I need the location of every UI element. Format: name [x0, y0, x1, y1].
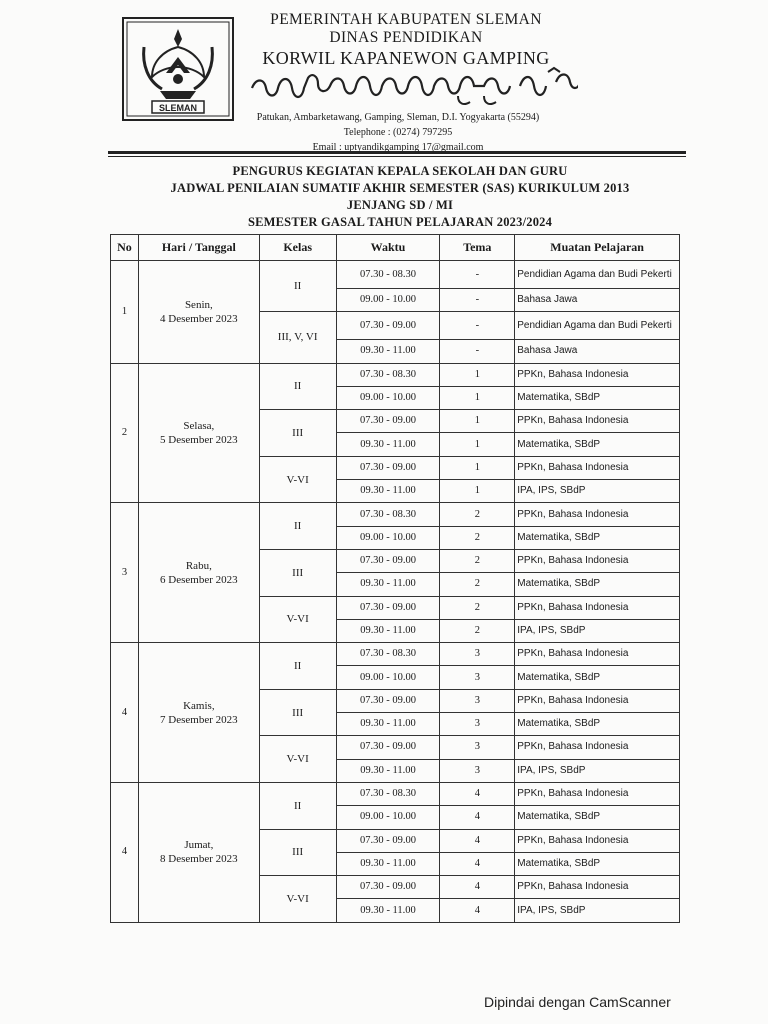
table-row — [111, 503, 680, 526]
cell-kelas: II — [259, 261, 336, 312]
cell-tema: 1 — [440, 410, 515, 433]
cell-muatan: Matematika, SBdP — [515, 526, 680, 549]
cell-kelas: V-VI — [259, 596, 336, 643]
sleman-emblem-logo — [122, 17, 234, 121]
cell-muatan: PPKn, Bahasa Indonesia — [515, 876, 680, 899]
table-row — [111, 782, 680, 805]
cell-muatan: Bahasa Jawa — [515, 340, 680, 363]
cell-no: 1 — [111, 261, 139, 364]
letterhead-divider-thin — [108, 156, 686, 157]
hari-text: Jumat, — [184, 839, 214, 852]
cell-muatan: Matematika, SBdP — [515, 666, 680, 689]
header-kelas: Kelas — [259, 235, 336, 261]
cell-muatan: PPKn, Bahasa Indonesia — [515, 410, 680, 433]
cell-tema: 2 — [440, 596, 515, 619]
cell-muatan: PPKn, Bahasa Indonesia — [515, 456, 680, 479]
cell-tema: 2 — [440, 573, 515, 596]
header-muatan: Muatan Pelajaran — [515, 235, 680, 261]
cell-kelas: V-VI — [259, 736, 336, 783]
cell-muatan: IPA, IPS, SBdP — [515, 619, 680, 642]
cell-waktu: 07.30 - 08.30 — [336, 782, 440, 805]
cell-muatan: PPKn, Bahasa Indonesia — [515, 503, 680, 526]
cell-waktu: 07.30 - 08.30 — [336, 503, 440, 526]
table-header-row — [111, 235, 680, 261]
cell-tema: 2 — [440, 549, 515, 572]
cell-muatan: Pendidian Agama dan Budi Pekerti — [515, 312, 680, 340]
cell-muatan: Matematika, SBdP — [515, 713, 680, 736]
table-body — [111, 261, 680, 923]
cell-tema: 3 — [440, 689, 515, 712]
cell-muatan: PPKn, Bahasa Indonesia — [515, 689, 680, 712]
cell-hari-tanggal — [138, 261, 259, 364]
letterhead-line1: PEMERINTAH KABUPATEN SLEMAN — [270, 11, 542, 28]
cell-hari-tanggal — [138, 363, 259, 503]
document-titles — [100, 163, 700, 231]
cell-kelas: III — [259, 549, 336, 596]
cell-waktu: 09.00 - 10.00 — [336, 386, 440, 409]
cell-waktu: 07.30 - 09.00 — [336, 312, 440, 340]
hari-text: Selasa, — [183, 419, 215, 432]
cell-waktu: 07.30 - 09.00 — [336, 596, 440, 619]
table-row — [111, 261, 680, 289]
cell-muatan: Matematika, SBdP — [515, 852, 680, 875]
header-waktu: Waktu — [336, 235, 440, 261]
cell-waktu: 07.30 - 08.30 — [336, 363, 440, 386]
cell-waktu: 07.30 - 08.30 — [336, 261, 440, 289]
camscanner-watermark: Dipindai dengan CamScanner — [484, 994, 671, 1010]
hari-text: Senin, — [184, 298, 213, 311]
cell-muatan: IPA, IPS, SBdP — [515, 480, 680, 503]
letterhead-divider-thick — [108, 151, 686, 154]
cell-no: 4 — [111, 782, 139, 922]
cell-muatan: Matematika, SBdP — [515, 806, 680, 829]
cell-waktu: 09.30 - 11.00 — [336, 619, 440, 642]
table-row — [111, 363, 680, 386]
cell-waktu: 09.00 - 10.00 — [336, 526, 440, 549]
cell-waktu: 07.30 - 09.00 — [336, 736, 440, 759]
cell-kelas: V-VI — [259, 876, 336, 923]
title-line3: JENJANG SD / MI — [346, 198, 454, 212]
cell-waktu: 07.30 - 09.00 — [336, 876, 440, 899]
logo-label: SLEMAN — [159, 103, 197, 113]
cell-muatan: PPKn, Bahasa Indonesia — [515, 829, 680, 852]
tanggal-text: 8 Desember 2023 — [160, 853, 238, 866]
cell-waktu: 09.00 - 10.00 — [336, 806, 440, 829]
cell-tema: - — [440, 312, 515, 340]
cell-waktu: 09.30 - 11.00 — [336, 713, 440, 736]
cell-tema: 2 — [440, 526, 515, 549]
cell-waktu: 09.30 - 11.00 — [336, 899, 440, 922]
exam-schedule-table — [110, 234, 680, 923]
cell-waktu: 09.30 - 11.00 — [336, 573, 440, 596]
cell-waktu: 09.30 - 11.00 — [336, 759, 440, 782]
cell-muatan: Matematika, SBdP — [515, 386, 680, 409]
cell-tema: 1 — [440, 363, 515, 386]
cell-hari-tanggal — [138, 782, 259, 922]
cell-kelas: II — [259, 363, 336, 410]
cell-tema: 3 — [440, 759, 515, 782]
cell-tema: 4 — [440, 899, 515, 922]
letterhead-contact — [240, 110, 556, 155]
cell-waktu: 09.30 - 11.00 — [336, 480, 440, 503]
cell-waktu: 07.30 - 09.00 — [336, 410, 440, 433]
cell-muatan: PPKn, Bahasa Indonesia — [515, 643, 680, 666]
cell-muatan: IPA, IPS, SBdP — [515, 759, 680, 782]
title-line2: JADWAL PENILAIAN SUMATIF AKHIR SEMESTER (SAS) KURIKULUM 2013 — [170, 181, 630, 195]
cell-tema: 1 — [440, 433, 515, 456]
cell-tema: 1 — [440, 480, 515, 503]
cell-waktu: 09.30 - 11.00 — [336, 852, 440, 875]
cell-waktu: 09.30 - 11.00 — [336, 340, 440, 363]
cell-no: 4 — [111, 643, 139, 783]
cell-tema: - — [440, 289, 515, 312]
cell-muatan: PPKn, Bahasa Indonesia — [515, 782, 680, 805]
cell-muatan: Matematika, SBdP — [515, 573, 680, 596]
letterhead-line2: DINAS PENDIDIKAN — [329, 29, 483, 46]
address-text: Patukan, Ambarketawang, Gamping, Sleman, D.I. Yogyakarta (55294) — [256, 112, 540, 123]
table-row — [111, 643, 680, 666]
cell-tema: 3 — [440, 666, 515, 689]
tanggal-text: 4 Desember 2023 — [160, 312, 238, 325]
cell-kelas: II — [259, 643, 336, 690]
cell-hari-tanggal — [138, 503, 259, 643]
cell-kelas: II — [259, 782, 336, 829]
cell-tema: 3 — [440, 643, 515, 666]
cell-kelas: III — [259, 410, 336, 457]
cell-tema: 2 — [440, 503, 515, 526]
cell-kelas: V-VI — [259, 456, 336, 503]
cell-no: 2 — [111, 363, 139, 503]
header-hari: Hari / Tanggal — [138, 235, 259, 261]
cell-muatan: Bahasa Jawa — [515, 289, 680, 312]
cell-tema: 4 — [440, 782, 515, 805]
tanggal-text: 6 Desember 2023 — [160, 573, 238, 586]
cell-tema: - — [440, 340, 515, 363]
email-text: Email : uptyandikgamping 17@gmail.com — [312, 142, 484, 153]
cell-waktu: 07.30 - 09.00 — [336, 689, 440, 712]
cell-no: 3 — [111, 503, 139, 643]
cell-tema: 1 — [440, 456, 515, 479]
cell-muatan: IPA, IPS, SBdP — [515, 899, 680, 922]
cell-muatan: PPKn, Bahasa Indonesia — [515, 549, 680, 572]
hari-text: Kamis, — [183, 699, 215, 712]
telephone-text: Telephone : (0274) 797295 — [343, 127, 453, 138]
tanggal-text: 7 Desember 2023 — [160, 713, 238, 726]
hari-text: Rabu, — [185, 559, 212, 572]
cell-kelas: II — [259, 503, 336, 550]
cell-tema: 4 — [440, 876, 515, 899]
cell-waktu: 07.30 - 09.00 — [336, 549, 440, 572]
cell-muatan: Matematika, SBdP — [515, 433, 680, 456]
title-line4: SEMESTER GASAL TAHUN PELAJARAN 2023/2024 — [247, 215, 553, 229]
cell-tema: - — [440, 261, 515, 289]
cell-muatan: Pendidian Agama dan Budi Pekerti — [515, 261, 680, 289]
cell-waktu: 07.30 - 09.00 — [336, 456, 440, 479]
cell-waktu: 07.30 - 08.30 — [336, 643, 440, 666]
cell-muatan: PPKn, Bahasa Indonesia — [515, 363, 680, 386]
cell-tema: 4 — [440, 852, 515, 875]
letterhead-line3: KORWIL KAPANEWON GAMPING — [262, 48, 550, 68]
cell-waktu: 09.00 - 10.00 — [336, 666, 440, 689]
header-tema: Tema — [440, 235, 515, 261]
cell-tema: 3 — [440, 736, 515, 759]
letterhead — [236, 10, 576, 69]
tanggal-text: 5 Desember 2023 — [160, 433, 238, 446]
cell-tema: 2 — [440, 619, 515, 642]
cell-tema: 1 — [440, 386, 515, 409]
cell-waktu: 07.30 - 09.00 — [336, 829, 440, 852]
header-no: No — [111, 235, 139, 261]
title-line1: PENGURUS KEGIATAN KEPALA SEKOLAH DAN GURU — [232, 164, 568, 178]
cell-muatan: PPKn, Bahasa Indonesia — [515, 736, 680, 759]
cell-hari-tanggal — [138, 643, 259, 783]
cell-tema: 4 — [440, 806, 515, 829]
cell-tema: 3 — [440, 713, 515, 736]
cell-waktu: 09.00 - 10.00 — [336, 289, 440, 312]
cell-kelas: III — [259, 689, 336, 736]
cell-kelas: III — [259, 829, 336, 876]
cell-muatan: PPKn, Bahasa Indonesia — [515, 596, 680, 619]
cell-kelas: III, V, VI — [259, 312, 336, 363]
javanese-script-name — [248, 64, 578, 108]
cell-tema: 4 — [440, 829, 515, 852]
cell-waktu: 09.30 - 11.00 — [336, 433, 440, 456]
